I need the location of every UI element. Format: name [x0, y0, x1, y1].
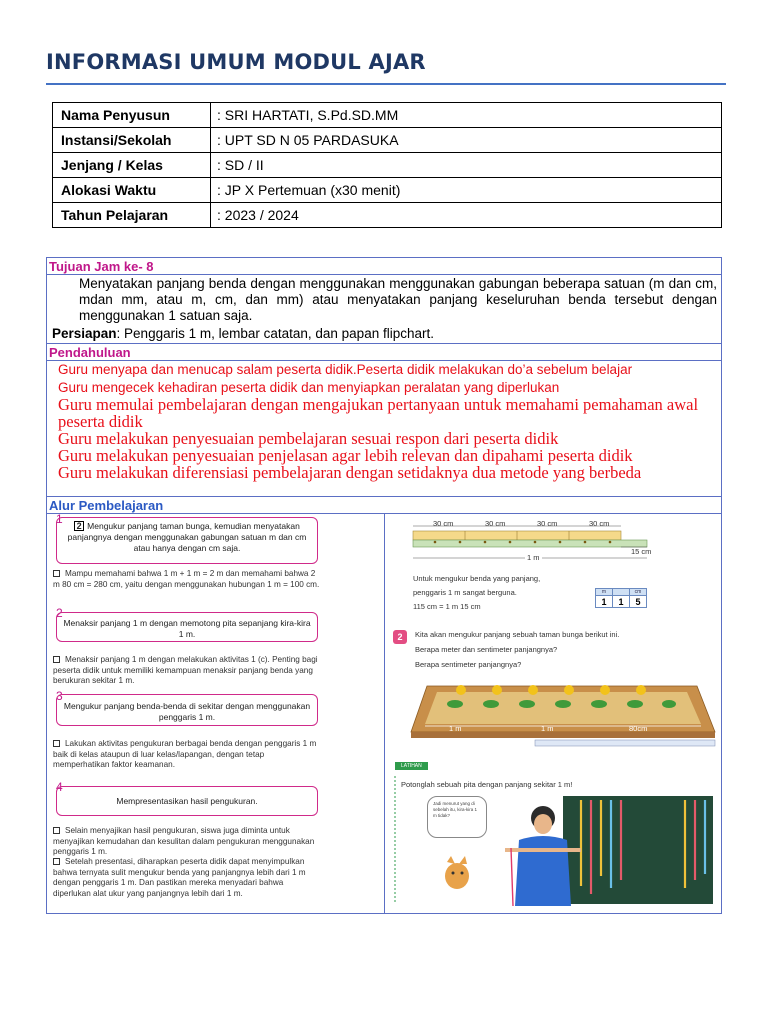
step-badge: 2	[74, 521, 84, 531]
ruler-label: 30 cm	[589, 519, 610, 528]
ribbon-task: Potonglah sebuah pita dengan panjang sekitar 1 m!	[401, 780, 573, 789]
place-head: m	[596, 589, 613, 596]
bullet-text: Menaksir panjang 1 m dengan melakukan aktivitas 1 (c). Penting bagi peserta didik untuk memiliki kemampuan menaksir panjang benda yang berukuran sekitar 1 m.	[53, 655, 318, 685]
textbook-excerpt	[385, 514, 721, 913]
question-line: Berapa meter dan sentimeter panjangnya?	[415, 645, 558, 654]
place-value: 5	[630, 596, 647, 608]
checkbox-icon	[53, 656, 60, 663]
lesson-table	[46, 257, 722, 914]
pendahuluan-item: Guru melakukan penyesuaian penjelasan agar lebih relevan dan dipahami peserta didik	[58, 446, 633, 465]
ruler-label: 15 cm	[631, 547, 652, 556]
tujuan-body	[47, 275, 721, 344]
info-value: : UPT SD N 05 PARDASUKA	[211, 128, 722, 153]
bullet-text: Mampu memahami bahwa 1 m + 1 m = 2 m dan memahami bahwa 2 m 80 cm = 280 cm, yaitu dengan menggunakan hubungan 1 m = 100 cm.	[53, 569, 320, 589]
step-box: Mempresentasikan hasil pengukuran.	[56, 786, 318, 816]
garden-label: 1 m	[449, 724, 462, 733]
checkbox-icon	[53, 570, 60, 577]
persiapan-line	[52, 326, 434, 342]
info-value: : SRI HARTATI, S.Pd.SD.MM	[211, 103, 722, 128]
pendahuluan-heading: Pendahuluan	[47, 344, 721, 361]
place-head: cm	[630, 589, 647, 596]
question-badge: 2	[393, 630, 407, 644]
step-bullet	[53, 857, 321, 899]
alur-heading: Alur Pembelajaran	[47, 497, 721, 514]
step-number: 2	[56, 606, 63, 620]
ruler-label: 30 cm	[485, 519, 506, 528]
info-label: Jenjang / Kelas	[53, 153, 211, 178]
persiapan-text: : Penggaris 1 m, lembar catatan, dan papan flipchart.	[116, 326, 434, 341]
pendahuluan-body	[47, 361, 721, 497]
ruler-label: 30 cm	[433, 519, 454, 528]
info-table	[52, 102, 722, 228]
info-label: Tahun Pelajaran	[53, 203, 211, 228]
note-line: penggaris 1 m sangat berguna.	[413, 588, 517, 597]
checkbox-icon	[53, 740, 60, 747]
persiapan-label: Persiapan	[52, 326, 117, 341]
note-line: 115 cm = 1 m 15 cm	[413, 602, 481, 611]
info-label: Nama Penyusun	[53, 103, 211, 128]
step-number: 4	[56, 780, 63, 794]
tujuan-heading: Tujuan Jam ke- 8	[47, 258, 721, 275]
step-number: 3	[56, 689, 63, 703]
alur-body	[47, 514, 721, 913]
checkbox-icon	[53, 858, 60, 865]
place-value: 1	[613, 596, 630, 608]
place-value: 1	[596, 596, 613, 608]
speech-bubble: Jadi menurut yang di sebelah itu, kira-kira 1 m tidak?	[427, 796, 487, 838]
document-title: INFORMASI UMUM MODUL AJAR	[46, 50, 426, 74]
info-row	[53, 178, 722, 203]
place-value-table	[595, 588, 647, 608]
info-row	[53, 103, 722, 128]
step-number: 1	[56, 512, 63, 526]
pendahuluan-item: Guru melakukan diferensiasi pembelajaran dengan setidaknya dua metode yang berbeda	[58, 463, 642, 482]
note-line: Untuk mengukur benda yang panjang,	[413, 574, 541, 583]
bullet-text: Lakukan aktivitas pengukuran berbagai benda dengan penggaris 1 m baik di kelas ataupun di luar kelas/lapangan, dengan tetap memperhatikan faktor keamanan.	[53, 739, 317, 769]
step-text: Mengukur panjang taman bunga, kemudian menyatakan panjangnya dengan menggunakan gabungan satuan m dan cm atau hanya dengan cm saja.	[67, 521, 307, 553]
step-box: Mengukur panjang benda-benda di sekitar dengan menggunakan penggaris 1 m.	[56, 694, 318, 726]
pendahuluan-item: peserta didik	[58, 412, 143, 431]
info-row	[53, 153, 722, 178]
pendahuluan-item: Guru melakukan penyesuaian pembelajaran sesuai respon dari peserta didik	[58, 429, 559, 448]
step-bullet	[53, 655, 321, 687]
title-underline	[46, 83, 726, 85]
ruler-label: 30 cm	[537, 519, 558, 528]
question-line: Kita akan mengukur panjang sebuah taman bunga berikut ini.	[415, 630, 620, 639]
pendahuluan-item: Guru memulai pembelajaran dengan mengajukan pertanyaan untuk memahami pemahaman awal	[58, 395, 699, 414]
ruler-total: 1 m	[527, 553, 540, 562]
step-box	[56, 517, 318, 564]
question-line: Berapa sentimeter panjangnya?	[415, 660, 522, 669]
step-bullet	[53, 826, 321, 858]
garden-illustration	[385, 674, 721, 754]
bullet-text: Setelah presentasi, diharapkan peserta didik dapat menyimpulkan bahwa ternyata sulit mengukur benda yang panjangnya lebih dari 1 m dengan penggaris 1 m. Dan pastikan mereka menyadari bahwa diperlukan alat ukur yang panjangnya lebih dari 1 m.	[53, 857, 306, 898]
pendahuluan-item: Guru mengecek kehadiran peserta didik dan menyiapkan peralatan yang diperlukan	[58, 380, 560, 395]
step-bullet	[53, 569, 321, 590]
info-row	[53, 203, 722, 228]
garden-label: 1 m	[541, 724, 554, 733]
info-row	[53, 128, 722, 153]
garden-label: 80cm	[629, 724, 648, 733]
tujuan-text: Menyatakan panjang benda dengan menggunakan menggunakan gabungan beberapa satuan (m dan cm, mdan mm, atau m, cm, dan mm) atau menyatakan panjang keseluruhan benda tersebut dengan menggunakan 1 satuan saja.	[79, 276, 717, 323]
step-bullet	[53, 739, 321, 771]
info-value: : JP X Pertemuan (x30 menit)	[211, 178, 722, 203]
place-head	[613, 589, 630, 596]
bullet-text: Selain menyajikan hasil pengukuran, siswa juga diminta untuk menyajikan kemudahan dan kesulitan dalam pengukuran menggunakan penggaris 1 m.	[53, 826, 315, 856]
info-label: Alokasi Waktu	[53, 178, 211, 203]
info-value: : SD / II	[211, 153, 722, 178]
checkbox-icon	[53, 827, 60, 834]
step-box: Menaksir panjang 1 m dengan memotong pita sepanjang kira-kira 1 m.	[56, 612, 318, 642]
info-label: Instansi/Sekolah	[53, 128, 211, 153]
info-value: : 2023 / 2024	[211, 203, 722, 228]
pendahuluan-item: Guru menyapa dan menucap salam peserta didik.Peserta didik melakukan do’a sebelum belajar	[58, 362, 633, 377]
latihan-badge: LATIHAN	[395, 762, 428, 770]
